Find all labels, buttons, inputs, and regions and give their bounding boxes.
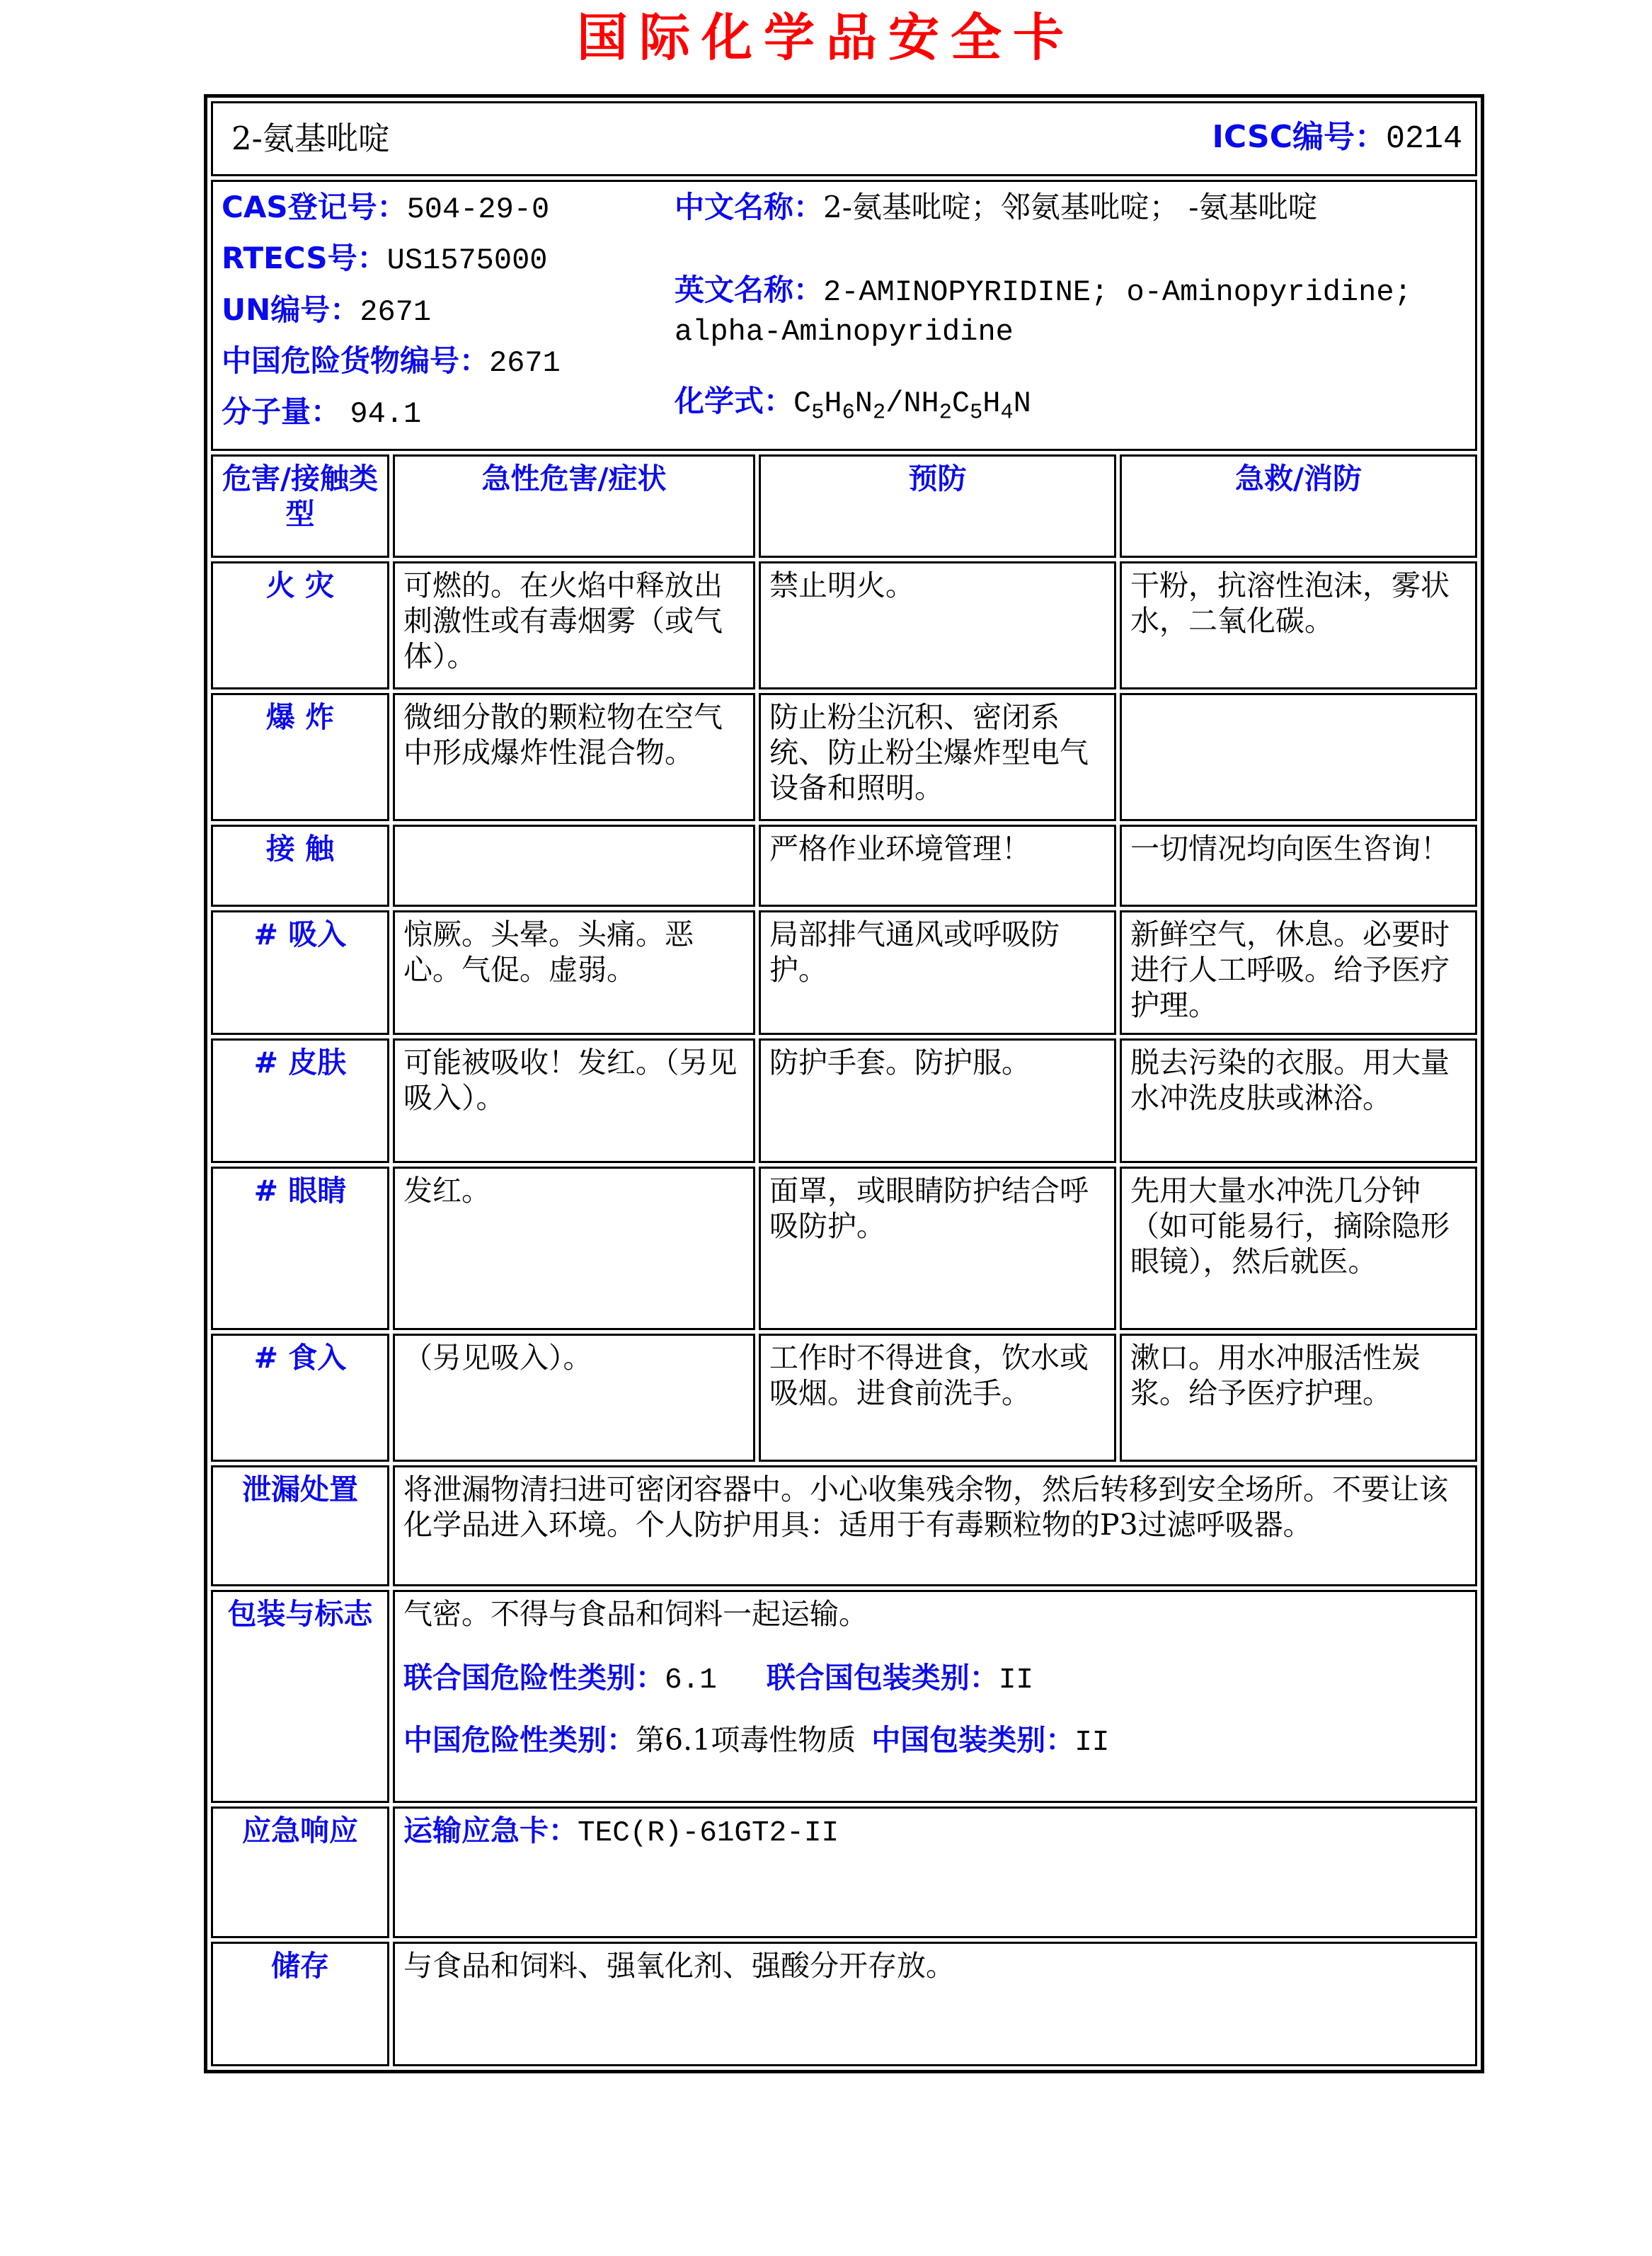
cn-dg-value: 2671 xyxy=(489,345,561,380)
rtecs-value: US1575000 xyxy=(386,244,548,278)
header-hazard-type: 危害/接触类型 xyxy=(211,454,389,558)
prevention-cell: 工作时不得进食，饮水或吸烟。进食前洗手。 xyxy=(759,1334,1116,1462)
hazard-type-cell: 爆 炸 xyxy=(211,693,389,821)
identifiers-left-column xyxy=(222,186,675,445)
en-name-value: 2-AMINOPYRIDINE; o-Aminopyridine; alpha-Aminopyridine xyxy=(675,275,1412,349)
substance-name: 2-氨基吡啶 xyxy=(231,119,390,157)
hazard-cell: 发红。 xyxy=(393,1167,755,1330)
cn-dg-line xyxy=(222,343,675,382)
cas-line xyxy=(222,189,675,228)
formula-line xyxy=(675,383,1467,426)
table-row-skin xyxy=(211,1038,1477,1163)
packaging-note: 气密。不得与食品和饲料一起运输。 xyxy=(403,1597,868,1632)
icsc-value: 0214 xyxy=(1386,121,1463,158)
hazard-type-cell: 火 灾 xyxy=(211,561,389,689)
mw-value: 94.1 xyxy=(350,397,422,432)
hazard-type-cell: 包装与标志 xyxy=(211,1590,389,1803)
mw-line xyxy=(222,394,675,433)
response-cell: 新鲜空气，休息。必要时进行人工呼吸。给予医疗护理。 xyxy=(1120,910,1477,1035)
formula-label: 化学式： xyxy=(675,383,794,418)
rtecs-line xyxy=(222,240,675,279)
header-acute-hazard: 急性危害/症状 xyxy=(393,454,755,558)
un-class-value: 6.1 xyxy=(665,1664,717,1697)
transport-card-value: TEC(R)-61GT2-II xyxy=(578,1817,839,1850)
formula-value: $C_5H_6N_2/NH_2C_5H_4N$ xyxy=(793,386,1031,425)
response-cell: 先用大量水冲洗几分钟（如可能易行，摘除隐形眼镜），然后就医。 xyxy=(1120,1167,1477,1330)
rtecs-label: RTECS号： xyxy=(222,241,387,276)
un-value: 2671 xyxy=(360,294,432,329)
header-first-aid: 急救/消防 xyxy=(1120,454,1477,558)
name-row xyxy=(211,101,1477,176)
table-row-spillage xyxy=(211,1465,1477,1586)
cn-name-line xyxy=(675,189,1467,225)
response-cell: 一切情况均向医生咨询！ xyxy=(1120,825,1477,907)
header-prevention: 预防 xyxy=(759,454,1116,558)
un-classification-line xyxy=(403,1660,1467,1698)
cn-classification-line xyxy=(403,1722,1467,1760)
prevention-cell: 防护手套。防护服。 xyxy=(759,1038,1116,1163)
identifiers-cell xyxy=(211,180,1477,451)
response-cell: 脱去污染的衣服。用大量水冲洗皮肤或淋浴。 xyxy=(1120,1038,1477,1163)
icsc-label: ICSC编号： xyxy=(1212,119,1386,156)
transport-card-label: 运输应急卡： xyxy=(403,1814,578,1848)
table-row-inhalation xyxy=(211,910,1477,1035)
cas-value: 504-29-0 xyxy=(406,193,550,227)
hazard-type-cell: # 皮肤 xyxy=(211,1038,389,1163)
cas-label: CAS登记号： xyxy=(222,190,407,225)
table-row-storage xyxy=(211,1942,1477,2066)
table-row-emergency xyxy=(211,1806,1477,1938)
table-row-packaging xyxy=(211,1590,1477,1803)
cn-dg-label: 中国危险货物编号： xyxy=(222,343,490,378)
hazard-type-cell: # 吸入 xyxy=(211,910,389,1035)
response-cell xyxy=(1120,693,1477,821)
hazard-type-cell: 储存 xyxy=(211,1942,389,2066)
page-title: 国际化学品安全卡 xyxy=(576,8,1075,67)
hazard-cell xyxy=(393,825,755,907)
cn-pack-label: 中国包装类别： xyxy=(871,1723,1075,1758)
response-cell: 漱口。用水冲服活性炭浆。给予医疗护理。 xyxy=(1120,1334,1477,1462)
icsc-number xyxy=(1212,118,1467,159)
hazard-cell: （另见吸入）。 xyxy=(393,1334,755,1462)
header-row xyxy=(211,454,1477,558)
hazard-type-cell: 接 触 xyxy=(211,825,389,907)
response-cell: 干粉，抗溶性泡沫，雾状水，二氧化碳。 xyxy=(1120,561,1477,689)
un-line xyxy=(222,292,675,331)
hazard-type-cell: 应急响应 xyxy=(211,1806,389,1938)
safety-card-table xyxy=(204,94,1484,2073)
cn-class-label: 中国危险性类别： xyxy=(403,1723,636,1758)
hazard-type-cell: 泄漏处置 xyxy=(211,1465,389,1586)
mw-label: 分子量： xyxy=(222,394,341,430)
hazard-type-cell: # 食入 xyxy=(211,1334,389,1462)
un-label: UN编号： xyxy=(222,292,360,327)
cn-class-value: 第6.1项毒性物质 xyxy=(636,1723,856,1758)
prevention-cell: 严格作业环境管理！ xyxy=(759,825,1116,907)
hazard-cell: 可燃的。在火焰中释放出刺激性或有毒烟雾（或气体）。 xyxy=(393,561,755,689)
cn-pack-value: II xyxy=(1074,1727,1110,1760)
cn-name-label: 中文名称： xyxy=(675,190,824,225)
table-row-eyes xyxy=(211,1167,1477,1330)
prevention-cell: 局部排气通风或呼吸防护。 xyxy=(759,910,1116,1035)
un-pack-label: 联合国包装类别： xyxy=(766,1661,999,1695)
hazard-cell: 微细分散的颗粒物在空气中形成爆炸性混合物。 xyxy=(393,693,755,821)
table-row-ingestion xyxy=(211,1334,1477,1462)
packaging-content-cell xyxy=(393,1590,1477,1803)
prevention-cell: 禁止明火。 xyxy=(759,561,1116,689)
un-pack-value: II xyxy=(998,1664,1034,1697)
emergency-content-cell xyxy=(393,1806,1477,1938)
identifiers-right-column xyxy=(675,186,1467,445)
spillage-content-cell: 将泄漏物清扫进可密闭容器中。小心收集残余物，然后转移到安全场所。不要让该化学品进入环境。个人防护用具：适用于有毒颗粒物的P3过滤呼吸器。 xyxy=(393,1465,1477,1586)
prevention-cell: 防止粉尘沉积、密闭系统、防止粉尘爆炸型电气设备和照明。 xyxy=(759,693,1116,821)
table-row-fire xyxy=(211,561,1477,689)
hazard-cell: 惊厥。头晕。头痛。恶心。气促。虚弱。 xyxy=(393,910,755,1035)
hazard-cell: 可能被吸收！发红。（另见吸入）。 xyxy=(393,1038,755,1163)
name-cell xyxy=(211,101,1477,176)
en-name-label: 英文名称： xyxy=(675,273,824,308)
en-name-line xyxy=(675,272,1467,350)
table-row-explosion xyxy=(211,693,1477,821)
storage-content-cell: 与食品和饲料、强氧化剂、强酸分开存放。 xyxy=(393,1942,1477,2066)
un-class-label: 联合国危险性类别： xyxy=(403,1661,665,1695)
identifiers-row xyxy=(211,180,1477,451)
prevention-cell: 面罩，或眼睛防护结合呼吸防护。 xyxy=(759,1167,1116,1330)
hazard-type-cell: # 眼睛 xyxy=(211,1167,389,1330)
cn-name-value: 2-氨基吡啶；邻氨基吡啶； -氨基吡啶 xyxy=(823,190,1318,225)
table-row-exposure xyxy=(211,825,1477,907)
